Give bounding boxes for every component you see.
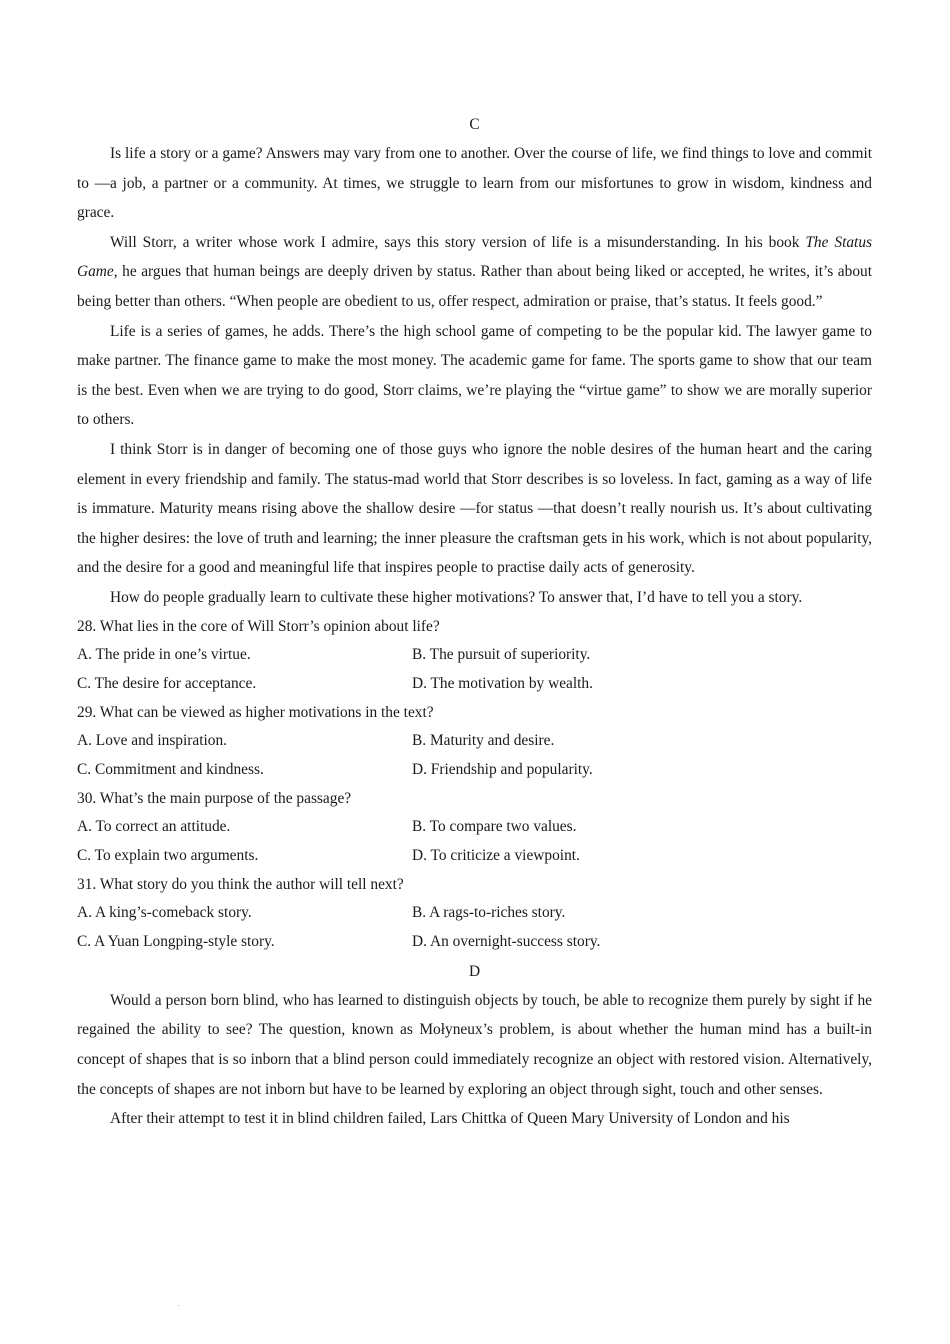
section-heading-d: D	[468, 962, 481, 980]
question-stem: 29. What can be viewed as higher motivations in the text?	[77, 703, 434, 721]
paragraph: I think Storr is in danger of becoming one of those guys who ignore the noble desires of the human heart and the caring element in every friendship and family. The status-mad world that Storr describes is so loveless. In fact, gaming as a way of life is immature. Maturity means rising above the shallow desire —for status —that doesn’t really nourish us. It’s about cultivating the higher desires: the love of truth and learning; the inner pleasure the craftsman gets in his work, which is not about popularity, and the desire for a good and meaningful life that inspires people to practise daily acts of generosity.	[77, 440, 872, 577]
question-31	[77, 871, 872, 957]
paragraph: How do people gradually learn to cultivate these higher motivations? To answer that, I’d have to tell you a story.	[110, 588, 803, 606]
question-30	[77, 785, 872, 871]
option-d: D. An overnight-success story.	[412, 933, 601, 951]
exam-page	[77, 110, 872, 1134]
option-b: B. A rags-to-riches story.	[412, 904, 566, 922]
question-28	[77, 613, 872, 699]
question-stem: 28. What lies in the core of Will Storr’s opinion about life?	[77, 617, 440, 635]
option-a: A. To correct an attitude.	[77, 818, 231, 836]
option-c: C. To explain two arguments.	[77, 847, 259, 864]
paragraph: Would a person born blind, who has learned to distinguish objects by touch, be able to recognize them purely by sight if he regained the ability to see? The question, known as Mołyneux’s problem, is about whether the human mind has a built-in concept of shapes that is so inborn that a blind person could immediately recognize an object with restored vision. Alternatively, the concepts of shapes are not inborn but have to be learned by exploring an object through sight, touch and other senses.	[77, 991, 872, 1098]
option-d: D. Friendship and popularity.	[412, 760, 593, 778]
option-c: C. The desire for acceptance.	[77, 674, 257, 692]
question-29	[77, 699, 872, 785]
book-title: The Status Game	[77, 233, 873, 281]
question-stem: 31. What story do you think the author will tell next?	[77, 875, 404, 893]
option-c: C. A Yuan Longping-style story.	[77, 933, 275, 951]
paragraph: Is life a story or a game? Answers may vary from one to another. Over the course of life, we find things to love and commit to —a job, a partner or a community. At times, we struggle to learn from our misfortunes to grow in wisdom, kindness and grace.	[77, 145, 872, 222]
option-d: D. To criticize a viewpoint.	[412, 847, 580, 864]
section-heading-c: C	[469, 116, 480, 133]
text: Will Storr, a writer whose work I admire, says this story version of life is a misunderstanding. In his book	[110, 233, 806, 251]
paragraph: After their attempt to test it in blind children failed, Lars Chittka of Queen Mary University of London and his	[110, 1110, 790, 1128]
option-a: A. The pride in one’s virtue.	[77, 646, 251, 664]
paragraph	[77, 228, 872, 317]
option-a: A. Love and inspiration.	[77, 732, 228, 750]
text: , he argues that human beings are deeply driven by status. Rather than about being liked or accepted, he writes, it’s about being better than others. “When people are obedient to us, offer respect, admiration or praise, that’s status. It feels good.”	[77, 263, 872, 310]
scan-speck	[178, 1305, 179, 1306]
question-stem: 30. What’s the main purpose of the passage?	[77, 789, 352, 807]
option-d: D. The motivation by wealth.	[412, 674, 593, 692]
option-a: A. A king’s-comeback story.	[77, 904, 252, 922]
paragraph: Life is a series of games, he adds. There’s the high school game of competing to be the popular kid. The lawyer game to make partner. The finance game to make the most money. The academic game for fame. The sports game to show that our team is the best. Even when we are trying to do good, Storr claims, we’re playing the “virtue game” to show we are morally superior to others.	[77, 322, 872, 429]
option-b: B. The pursuit of superiority.	[412, 646, 591, 664]
option-b: B. To compare two values.	[412, 818, 577, 836]
option-c: C. Commitment and kindness.	[77, 760, 264, 778]
option-b: B. Maturity and desire.	[412, 732, 555, 750]
